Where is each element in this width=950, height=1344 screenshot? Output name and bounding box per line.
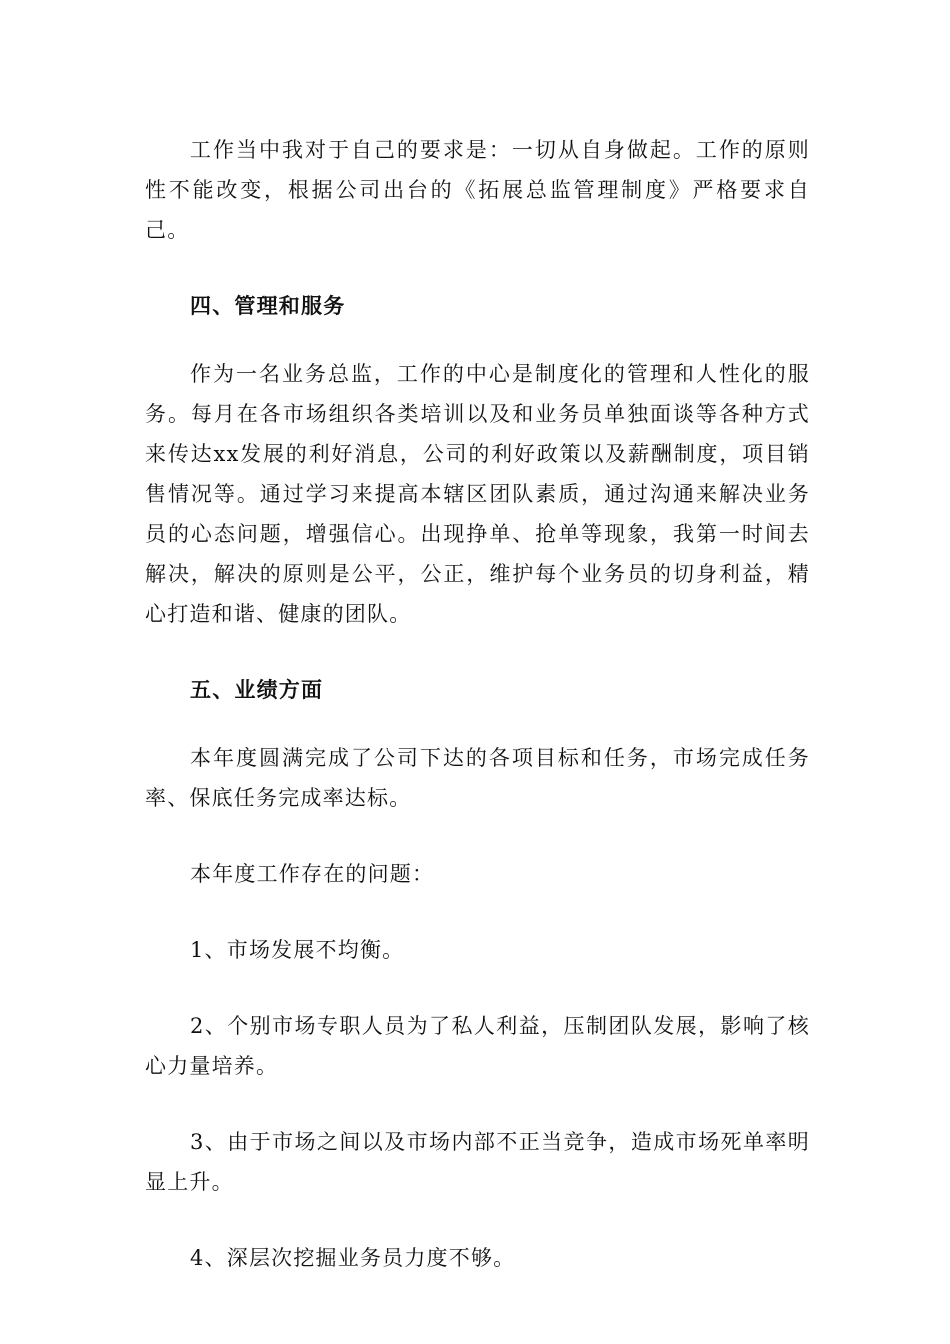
document-page bbox=[145, 130, 810, 1314]
heading-performance: 五、业绩方面 bbox=[190, 677, 324, 702]
heading-management-service: 四、管理和服务 bbox=[190, 293, 346, 318]
paragraph-performance: 本年度圆满完成了公司下达的各项目标和任务，市场完成任务率、保底任务完成率达标。 bbox=[145, 746, 810, 810]
list-item-problem-3: 3、由于市场之间以及市场内部不正当竞争，造成市场死单率明显上升。 bbox=[145, 1130, 810, 1194]
list-item-problem-4: 4、深层次挖掘业务员力度不够。 bbox=[190, 1246, 516, 1270]
paragraph-self-requirements: 工作当中我对于自己的要求是：一切从自身做起。工作的原则性不能改变，根据公司出台的《拓展总监管理制度》严格要求自己。 bbox=[145, 138, 810, 242]
paragraph-problems-intro: 本年度工作存在的问题： bbox=[190, 862, 435, 886]
list-item-problem-1: 1、市场发展不均衡。 bbox=[190, 938, 405, 962]
list-item-problem-2: 2、个别市场专职人员为了私人利益，压制团队发展，影响了核心力量培养。 bbox=[145, 1014, 810, 1078]
paragraph-management-service: 作为一名业务总监，工作的中心是制度化的管理和人性化的服务。每月在各市场组织各类培训以及和业务员单独面谈等各种方式来传达xx发展的利好消息，公司的利好政策以及薪酬制度，项目销售情况等。通过学习来提高本辖区团队素质，通过沟通来解决业务员的心态问题，增强信心。出现挣单、抢单等现象，我第一时间去解决，解决的原则是公平，公正，维护每个业务员的切身利益，精心打造和谐、健康的团队。 bbox=[145, 362, 810, 626]
